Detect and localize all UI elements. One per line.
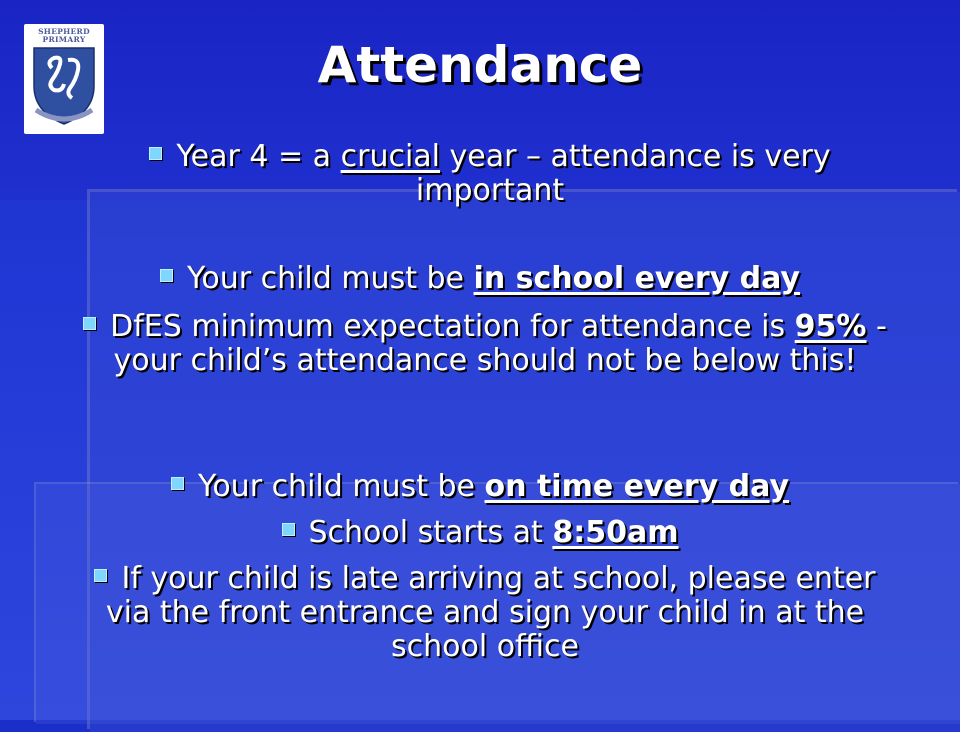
- bullet-dfes: [70, 310, 900, 378]
- bullet-square-icon: [83, 317, 96, 330]
- bullet-square-icon: [149, 147, 162, 160]
- bullet-in-school: [80, 262, 880, 296]
- bullet-square-icon: [282, 523, 295, 536]
- bullet-text-post: year – attendance is very important: [415, 139, 831, 208]
- bullet-text-pre: Your child must be: [197, 469, 485, 504]
- logo-text-line1: SHEPHERD: [38, 27, 90, 36]
- bullet-text-pre: School starts at: [308, 515, 553, 550]
- slide-title: Attendance: [317, 36, 643, 94]
- bullet-text-pre: DfES minimum expectation for attendance is: [110, 309, 795, 344]
- bullet-text-post: - your child’s attendance should not be below this!: [113, 309, 887, 378]
- bullet-text-pre: If your child is late arriving at school, please enter via the front entrance and sign your child in at the school office: [105, 561, 876, 664]
- bullet-late-arrival: [70, 562, 900, 664]
- bullet-text-emphasis: crucial: [340, 139, 440, 174]
- logo-text-line2: PRIMARY: [42, 35, 86, 44]
- bullet-text-emphasis: in school every day: [473, 261, 800, 296]
- bullet-text-emphasis: 8:50am: [552, 515, 679, 550]
- bullet-square-icon: [171, 477, 184, 490]
- bullet-text-emphasis: 95%: [794, 309, 867, 344]
- bullet-on-time: [80, 470, 880, 504]
- bullet-school-starts: [80, 516, 880, 550]
- bullet-year4: [80, 140, 900, 208]
- bullet-square-icon: [160, 269, 173, 282]
- bullet-text-pre: Year 4 = a: [176, 139, 341, 174]
- bullet-text-pre: Your child must be: [187, 261, 474, 296]
- bullet-text-emphasis: on time every day: [484, 469, 790, 504]
- bullet-square-icon: [94, 569, 107, 582]
